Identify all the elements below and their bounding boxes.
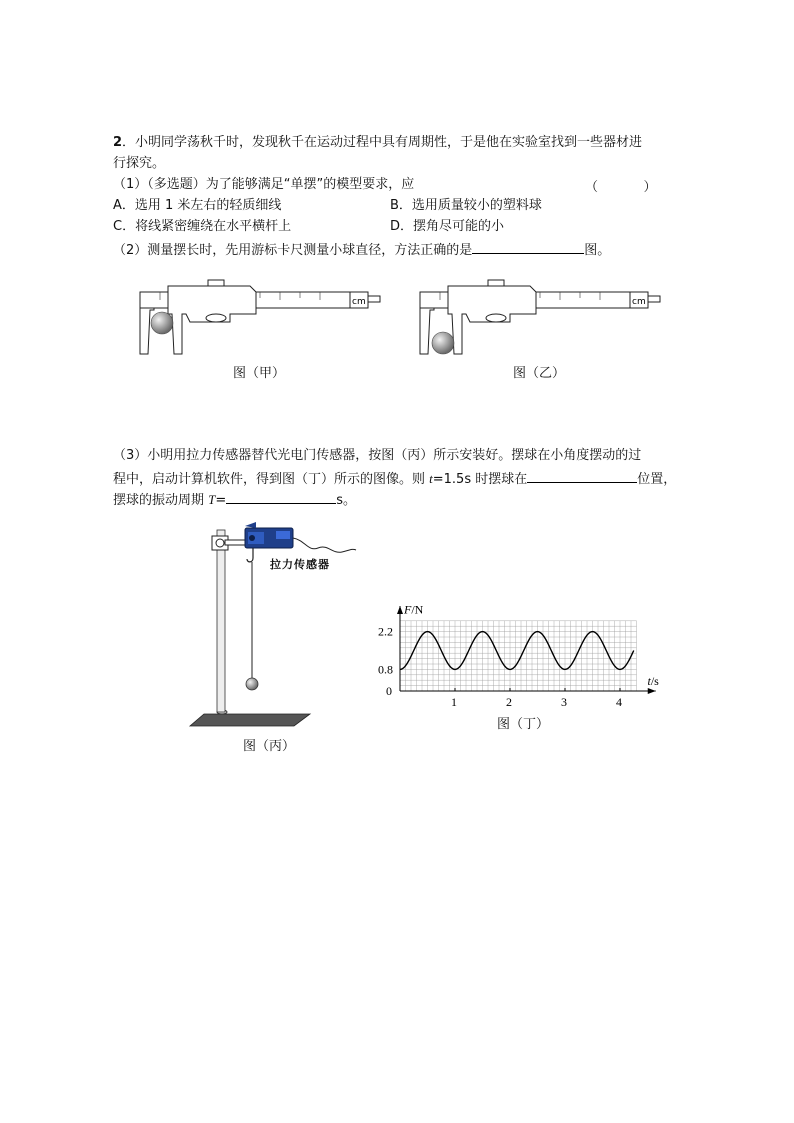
caption-figure-b: 图（乙） [513, 366, 566, 381]
force-sensor-icon [245, 522, 293, 548]
part3-line3: 摆球的振动周期 T= s。 [113, 489, 356, 510]
caliper-figure-a [130, 272, 390, 362]
y-tick-label: 0 [386, 684, 392, 698]
question-intro-line2: 行探究。 [113, 156, 166, 171]
option-c: C．将线紧密缠绕在水平横杆上 [113, 219, 292, 234]
horizontal-arm [225, 540, 247, 545]
stand-base [190, 714, 310, 726]
part1-prompt: （1）（多选题）为了能够满足“单摆”的模型要求，应 [113, 177, 415, 192]
x-tick-label: 4 [616, 695, 622, 709]
pendulum-bob [246, 678, 258, 690]
unit-label: cm [632, 297, 646, 307]
part3-line1: （3）小明用拉力传感器替代光电门传感器，按图（丙）所示安装好。摆球在小角度摆动的过 [113, 448, 642, 463]
sensor-cable [293, 538, 356, 552]
x-axis-label: t/s [647, 674, 659, 688]
force-time-chart [360, 560, 680, 730]
caption-figure-c: 图（丙） [243, 739, 296, 754]
x-tick-label: 2 [506, 695, 512, 709]
option-d: D．摆角尽可能的小 [390, 219, 505, 234]
part2-prompt: （2）测量摆长时，先用游标卡尺测量小球直径，方法正确的是 图。 [113, 239, 610, 260]
caliper-figure-b [410, 272, 670, 362]
question-number: 2 [113, 135, 123, 150]
option-b: B．选用质量较小的塑料球 [390, 198, 542, 213]
caption-figure-a: 图（甲） [233, 366, 286, 381]
part1-answer-paren: （ ） [585, 180, 657, 195]
x-axis-arrow [648, 688, 656, 694]
option-a: A．选用 1 米左右的轻质细线 [113, 198, 282, 213]
y-axis-label: F/N [404, 602, 424, 617]
x-tick-label: 3 [561, 695, 567, 709]
question-intro-line1: 2．小明同学荡秋千时，发现秋千在运动过程中具有周期性，于是他在实验室找到一些器材进 [113, 135, 643, 150]
ball-in-jaws [151, 312, 173, 334]
unit-label: cm [352, 297, 366, 307]
ball-in-jaws [432, 332, 454, 354]
stand-rod [217, 530, 225, 712]
y-axis-arrow [397, 606, 403, 614]
sensor-label: 拉力传感器 [270, 558, 330, 571]
caption-figure-d: 图（丁） [497, 717, 550, 732]
answer-blank-period[interactable] [226, 489, 336, 504]
part3-line2: 程中，启动计算机软件，得到图（丁）所示的图像。则 t=1.5s 时摆球在 位置， [113, 468, 676, 489]
y-tick-label: 0.8 [378, 662, 393, 677]
answer-blank-position[interactable] [527, 468, 637, 483]
y-tick-label: 2.2 [378, 624, 393, 639]
force-curve [400, 632, 634, 670]
pendulum-stand-figure [190, 518, 370, 733]
answer-blank-figure[interactable] [472, 239, 584, 254]
x-tick-label: 1 [451, 695, 457, 709]
